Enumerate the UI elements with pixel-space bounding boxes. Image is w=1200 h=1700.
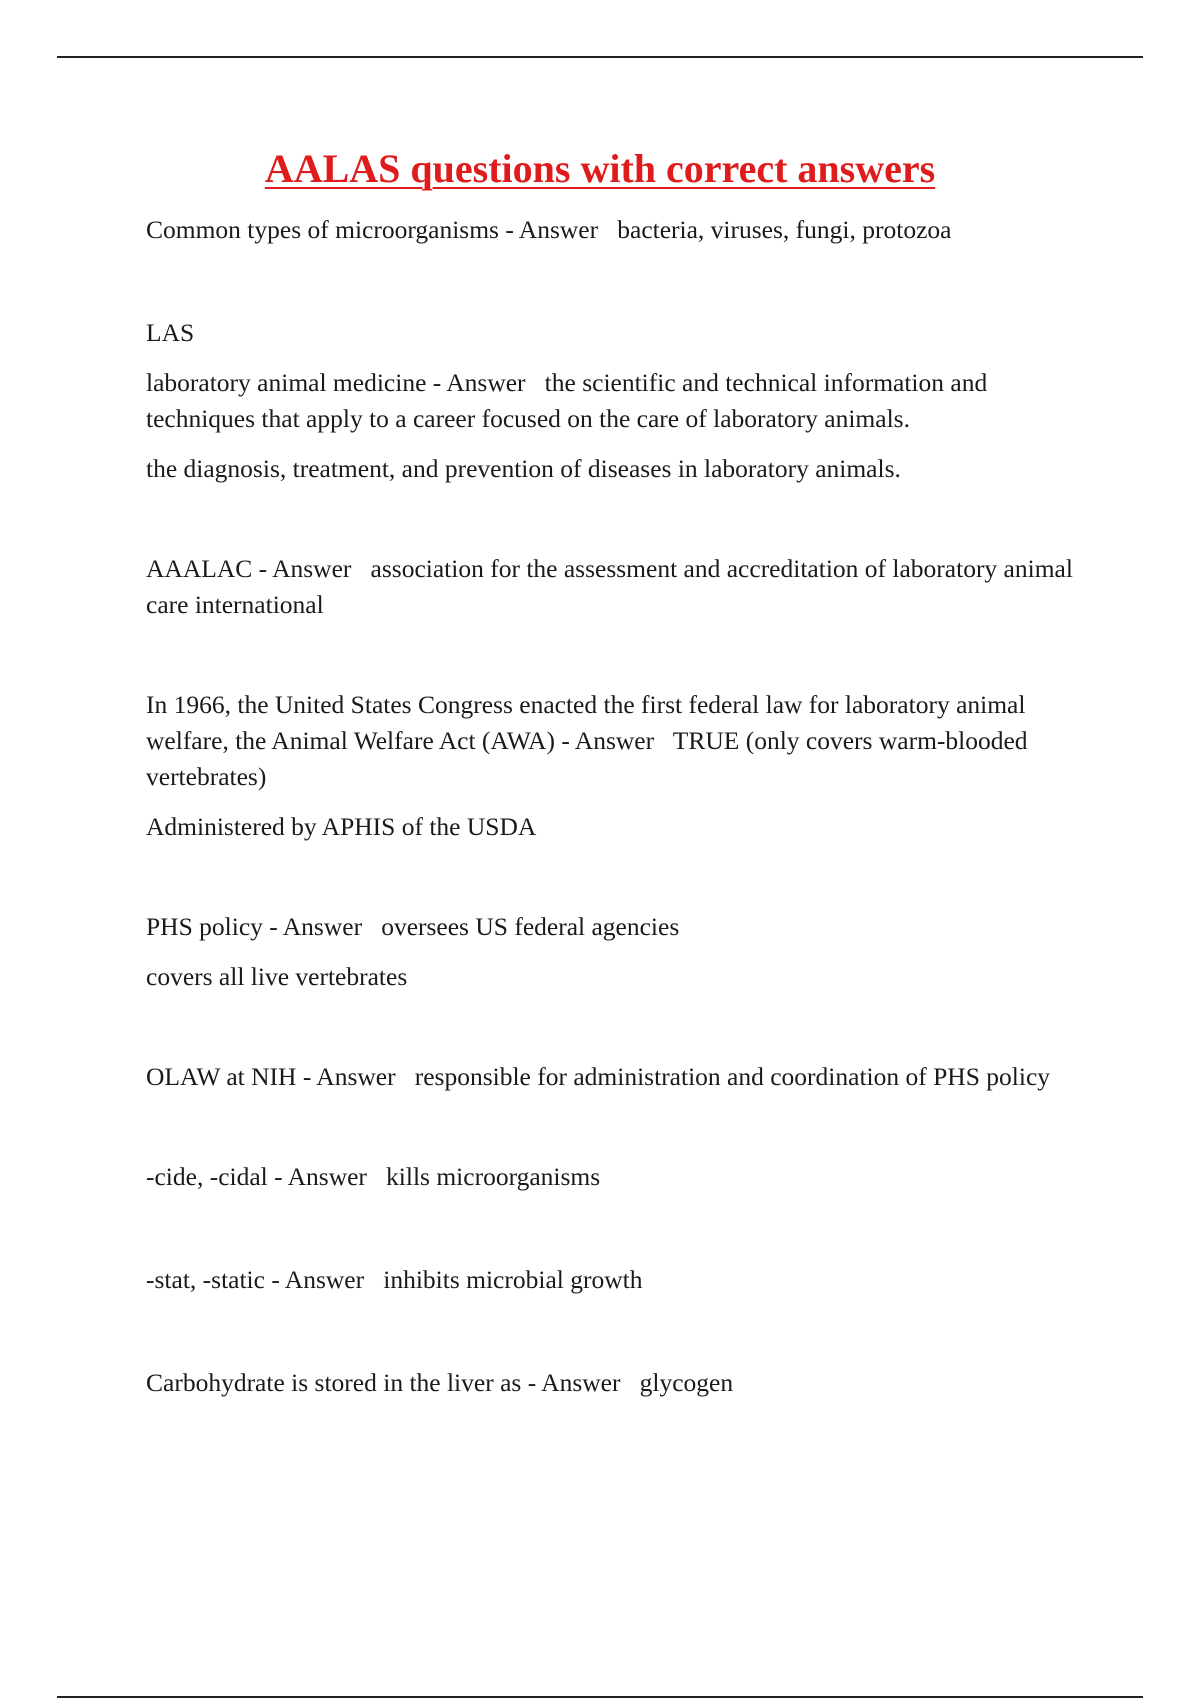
answer-label: - Answer bbox=[498, 215, 618, 244]
answer-label: - Answer bbox=[426, 368, 545, 397]
footer-rule bbox=[57, 1696, 1143, 1698]
text-line: LAS bbox=[146, 318, 195, 347]
answer-label: - Answer bbox=[296, 1062, 415, 1091]
question: In 1966, the United States Congress enacted the first federal law for laboratory animal welfare, the Animal Welfare Act (AWA) bbox=[146, 690, 1026, 755]
question: AAALAC bbox=[146, 554, 253, 583]
text-line: Administered by APHIS of the USDA bbox=[146, 812, 537, 841]
answer: inhibits microbial growth bbox=[383, 1265, 643, 1294]
qa-entry bbox=[146, 1059, 1086, 1095]
answer: bacteria, viruses, fungi, protozoa bbox=[617, 215, 952, 244]
qa-entry bbox=[146, 1365, 1086, 1401]
answer: responsible for administration and coordination of PHS policy bbox=[414, 1062, 1051, 1091]
question: Carbohydrate is stored in the liver as bbox=[146, 1368, 522, 1397]
header-rule bbox=[57, 56, 1143, 58]
qa-entry bbox=[146, 212, 1086, 248]
question: OLAW at NIH bbox=[146, 1062, 297, 1091]
qa-entry bbox=[146, 551, 1086, 623]
question: Common types of microorganisms bbox=[146, 215, 499, 244]
answer-label: - Answer bbox=[262, 912, 382, 941]
answer-label: - Answer bbox=[264, 1265, 384, 1294]
answer-label: - Answer bbox=[554, 726, 673, 755]
qa-entry bbox=[146, 1159, 1086, 1195]
answer: association for the assessment and accreditation of laboratory animal care international bbox=[146, 554, 1073, 619]
answer: kills microorganisms bbox=[386, 1162, 601, 1191]
answer-label: - Answer bbox=[267, 1162, 387, 1191]
qa-entry bbox=[146, 365, 1086, 437]
answer: TRUE (only covers warm-blooded vertebrates) bbox=[146, 726, 1028, 791]
page-title: AALAS questions with correct answers bbox=[264, 146, 936, 191]
qa-entry bbox=[146, 687, 1086, 795]
answer: oversees US federal agencies bbox=[381, 912, 680, 941]
text-line: covers all live vertebrates bbox=[146, 962, 408, 991]
qa-entry bbox=[146, 1262, 1086, 1298]
question: PHS policy bbox=[146, 912, 263, 941]
text-line: the diagnosis, treatment, and prevention of diseases in laboratory animals. bbox=[146, 454, 901, 483]
answer: glycogen bbox=[639, 1368, 734, 1397]
answer-label: - Answer bbox=[521, 1368, 640, 1397]
question: -cide, -cidal bbox=[146, 1162, 268, 1191]
answer-label: - Answer bbox=[252, 554, 371, 583]
question: laboratory animal medicine bbox=[146, 368, 427, 397]
qa-entry bbox=[146, 909, 1086, 945]
answer: the scientific and technical information and techniques that apply to a career focused on the care of laboratory animals. bbox=[146, 368, 988, 433]
document-body bbox=[146, 212, 1086, 1401]
question: -stat, -static bbox=[146, 1265, 265, 1294]
